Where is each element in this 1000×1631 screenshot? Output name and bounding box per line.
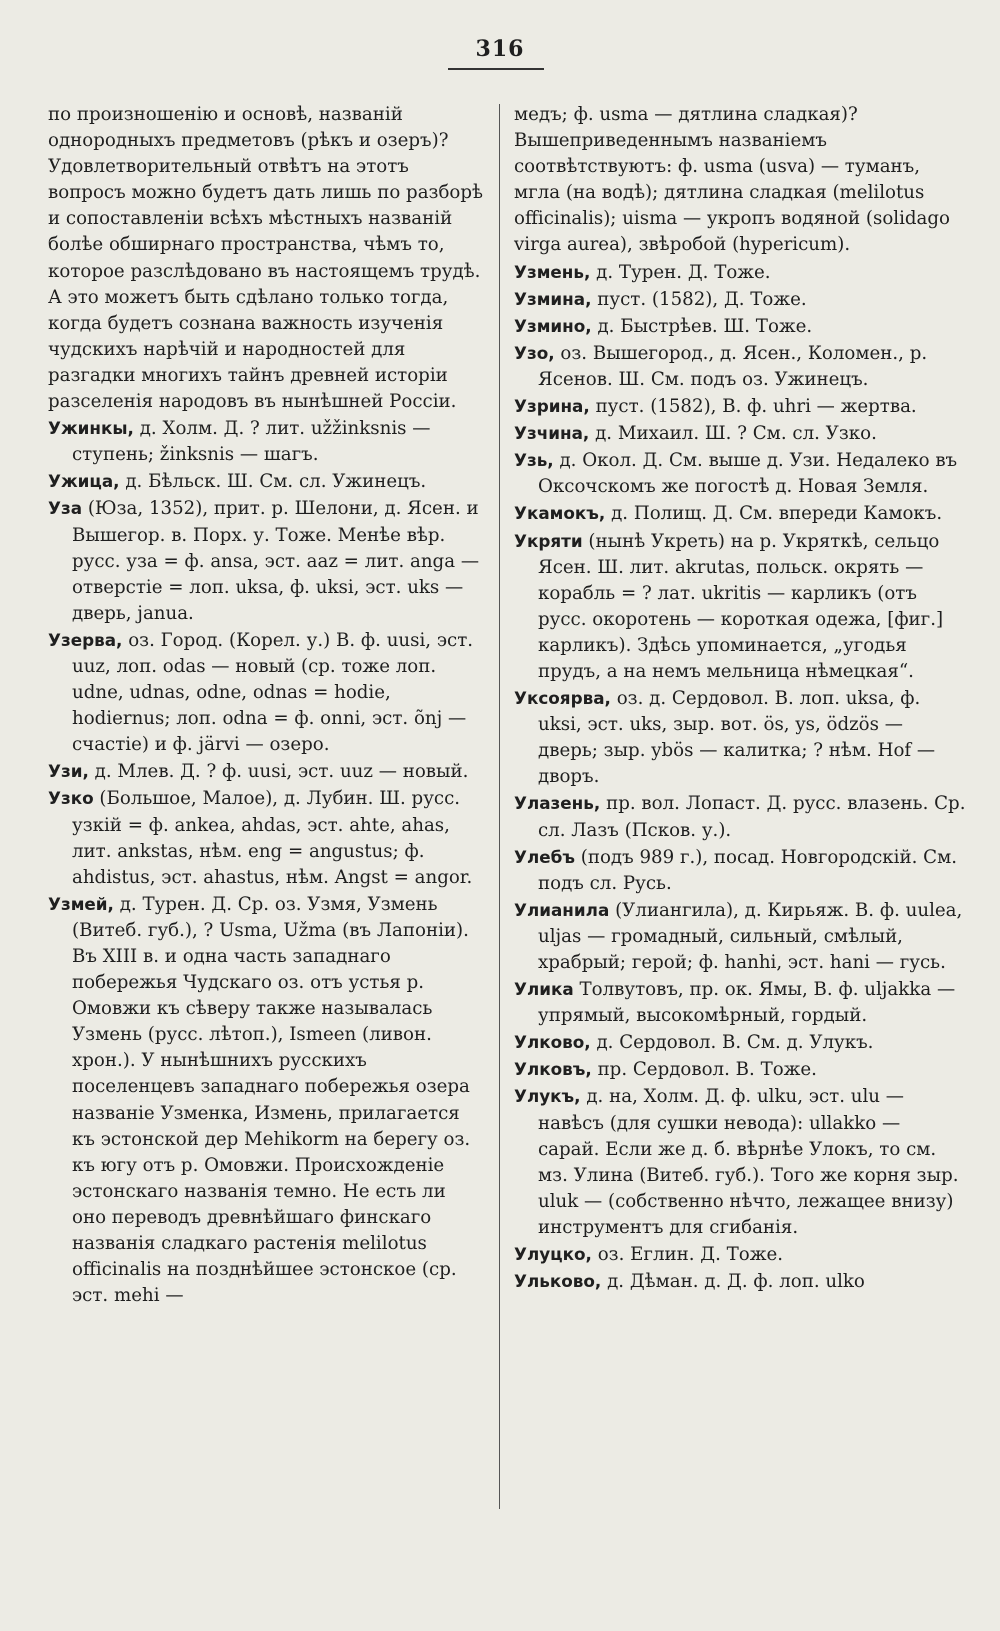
- dictionary-entry: [48, 758, 484, 785]
- dictionary-entry: [48, 891, 484, 1310]
- dictionary-entry: [514, 313, 966, 340]
- entry-text: д. Турен. Д. Ср. оз. Узмя, Узмень (Витеб. губ.), ? Usma, Užma (въ Лапоніи). Въ XIII в. и одна часть западнаго побережья Чудскаго оз. отъ устья р. Омовжи къ сѣверу также называлась Узмень (русс. лѣтоп.), Ismeen (ливон. хрон.). У нынѣшнихъ русскихъ поселенцевъ западнаго побережья озера названіе Узменка, Измень, прилагается къ эстонской дер Mehikorm на берегу оз. къ югу отъ р. Омовжи. Происхожденіе эстонскаго названія темно. Не есть ли оно переводъ древнѣйшаго финскаго названія сладкаго растенія melilotus officinalis на позднѣйшее эстонское (ср. эст. mehi —: [72, 893, 471, 1307]
- entry-text: д. Окол. Д. См. выше д. Узи. Недалеко въ Оксочскомъ же погостѣ д. Новая Земля.: [538, 450, 958, 498]
- header-rule: [448, 68, 544, 70]
- entry-text: д. Михаил. Ш. ? См. сл. Узко.: [595, 423, 877, 445]
- entry-text: (Большое, Малое), д. Лубин. Ш. русс. узкій = ф. ankea, ahdas, эст. ahte, ahas, лит. ankstas, нѣм. eng = angustus; ф. ahdistus, эст. ahastus, нѣм. Angst = angor.: [72, 788, 473, 888]
- entry-text: пр. Сердовол. В. Тоже.: [597, 1059, 817, 1081]
- entry-text: д. на, Холм. Д. ф. ulku, эст. ulu — навѣсъ (для сушки невода): ullakko — сарай. Если же д. б. вѣрнѣе Улокъ, то см. мз. Улина (Витеб. губ.). Того же корня зыр. uluk — (собственно нѣчто, лежащее внизу) инструментъ для сгибанія.: [538, 1086, 959, 1238]
- entry-text: (нынѣ Укреть) на р. Укряткѣ, сельцо Ясен. Ш. лит. akrutas, польск. окрять — корабль = ? лат. ukritis — карликъ (отъ русс. окоротень — короткая одежа, [фиг.] карликъ). Здѣсь упоминается, „угодья прудъ, а на немъ мельница нѣмецкая“.: [538, 530, 944, 682]
- entry-headword: Узмина,: [514, 288, 592, 309]
- entry-headword: Укряти: [514, 530, 583, 551]
- dictionary-entry: [514, 844, 966, 897]
- entry-text: д. Быстрѣев. Ш. Тоже.: [597, 315, 813, 337]
- entry-text: оз. д. Сердовол. В. лоп. uksa, ф. uksi, эст. uks, зыр. вот. ös, ys, ödzös — дверь; зыр. ybös — калитка; ? нѣм. Hof — дворъ.: [538, 688, 936, 788]
- entry-text: Толвутовъ, пр. ок. Ямы, В. ф. uljakka — упрямый, высокомѣрный, гордый.: [538, 979, 956, 1027]
- entry-headword: Укамокъ,: [514, 503, 606, 524]
- entry-headword: Улукъ,: [514, 1086, 581, 1107]
- entry-headword: Уксоярва,: [514, 688, 611, 709]
- entry-headword: Ужинкы,: [48, 418, 134, 439]
- entry-headword: Узи,: [48, 761, 89, 782]
- entry-headword: Улебъ: [514, 846, 575, 867]
- dictionary-entry: [514, 976, 966, 1029]
- entry-headword: Улика: [514, 979, 574, 1000]
- dictionary-entry: [514, 286, 966, 313]
- entry-text: оз. Еглин. Д. Тоже.: [597, 1244, 784, 1266]
- entry-headword: Ужица,: [48, 471, 120, 492]
- dictionary-entry: [514, 1083, 966, 1241]
- dictionary-entry: [48, 495, 484, 626]
- entry-text: д. Млев. Д. ? ф. uusi, эст. uuz — новый.: [94, 761, 469, 783]
- dictionary-entry: [514, 447, 966, 500]
- entry-text: д. Полищ. Д. См. впереди Камокъ.: [611, 503, 943, 525]
- dictionary-entry: [514, 393, 966, 420]
- entry-headword: Узмей,: [48, 893, 114, 914]
- entry-text: оз. Город. (Корел. у.) В. ф. uusi, эст. uuz, лоп. odas — новый (ср. тоже лоп. udne, udnas, odne, odnas = hodie, hodiernus; лоп. odna = ф. onni, эст. õnj — счастіе) и ф. järvi — озеро.: [72, 629, 474, 756]
- continuation-paragraph: [48, 102, 484, 415]
- entry-text: (Улиангила), д. Кирьяж. В. ф. uulea, uljas — громадный, сильный, смѣлый, храбрый; герой; ф. hanhi, эст. hani — гусь.: [538, 899, 963, 973]
- dictionary-entry: [48, 785, 484, 890]
- entry-text: д. Дѣман. д. Д. ф. лоп. ulko: [607, 1271, 865, 1293]
- entry-headword: Узчина,: [514, 423, 590, 444]
- entry-headword: Узерва,: [48, 629, 123, 650]
- dictionary-entry: [514, 1029, 966, 1056]
- entry-headword: Узо,: [514, 342, 555, 363]
- dictionary-entry: [514, 500, 966, 527]
- left-column: [48, 102, 484, 1309]
- entry-text: пр. вол. Лопаст. Д. русс. влазень. Ср. сл. Лазъ (Псков. у.).: [538, 793, 966, 841]
- dictionary-entry: [514, 420, 966, 447]
- entry-headword: Узь,: [514, 450, 554, 471]
- entry-text: д. Турен. Д. Тоже.: [596, 261, 771, 283]
- entry-text: пуст. (1582), В. ф. uhri — жертва.: [595, 396, 917, 418]
- entry-text: д. Бѣльск. Ш. См. сл. Ужинецъ.: [125, 471, 427, 493]
- dictionary-entry: [514, 340, 966, 393]
- entry-text: (подъ 989 г.), посад. Новгородскій. См. подъ сл. Русь.: [538, 846, 958, 894]
- entry-text: медъ; ф. usma — дятлина сладкая)? Вышеприведеннымъ названіемъ соотвѣтствуютъ: ф. usma (usva) — туманъ, мгла (на водѣ); дятлина сладкая (melilotus officinalis); uisma — укропъ водяной (solidago virga aurea), звѣробой (hypericum).: [514, 104, 950, 256]
- column-divider: [499, 104, 500, 1509]
- entry-headword: Уза: [48, 498, 83, 519]
- entry-headword: Улково,: [514, 1032, 591, 1053]
- entry-headword: Узмино,: [514, 315, 592, 336]
- entry-text: д. Холм. Д. ? лит. užžinksnis — ступень; žinksnis — шагъ.: [72, 418, 431, 466]
- entry-headword: Улуцко,: [514, 1244, 592, 1265]
- dictionary-entry: [514, 528, 966, 686]
- continuation-paragraph: [514, 102, 966, 259]
- dictionary-entry: [514, 790, 966, 843]
- dictionary-entry: [514, 259, 966, 286]
- entry-headword: Ульково,: [514, 1271, 602, 1292]
- entry-headword: Улазень,: [514, 793, 601, 814]
- entry-text: д. Сердовол. В. См. д. Улукъ.: [596, 1032, 874, 1054]
- dictionary-entry: [48, 468, 484, 495]
- right-column: [514, 102, 966, 1295]
- dictionary-entry: [514, 1268, 966, 1295]
- entry-text: пуст. (1582), Д. Тоже.: [597, 288, 807, 310]
- entry-headword: Узрина,: [514, 396, 590, 417]
- dictionary-entry: [514, 1056, 966, 1083]
- entry-headword: Узмень,: [514, 261, 591, 282]
- dictionary-entry: [514, 897, 966, 976]
- entry-text: (Юза, 1352), прит. р. Шелони, д. Ясен. и Вышегор. в. Порх. у. Тоже. Менѣе вѣр. русс. уза = ф. ansa, эст. aaz = лит. anga — отверстіе = лоп. uksa, ф. uksi, эст. uks — дверь, janua.: [72, 498, 480, 624]
- entry-headword: Узко: [48, 788, 94, 809]
- dictionary-entry: [514, 685, 966, 790]
- entry-headword: Улианила: [514, 899, 610, 920]
- dictionary-entry: [48, 627, 484, 758]
- entry-text: по произношенію и основѣ, названій однородныхъ предметовъ (рѣкъ и озеръ)? Удовлетворительный отвѣтъ на этотъ вопросъ можно будетъ дать лишь по разборѣ и сопоставленіи всѣхъ мѣстныхъ названій болѣе обширнаго пространства, чѣмъ то, которое разслѣдовано въ настоящемъ трудѣ. А это можетъ быть сдѣлано только тогда, когда будетъ сознана важность изученія чудскихъ нарѣчій и народностей для разгадки многихъ тайнъ древней исторіи разселенія народовъ въ нынѣшней Россіи.: [48, 104, 483, 413]
- page-number: 316: [475, 36, 525, 62]
- entry-text: оз. Вышегород., д. Ясен., Коломен., р. Ясенов. Ш. См. подъ оз. Ужинецъ.: [538, 342, 928, 390]
- entry-headword: Улковъ,: [514, 1059, 592, 1080]
- dictionary-entry: [48, 415, 484, 468]
- dictionary-entry: [514, 1241, 966, 1268]
